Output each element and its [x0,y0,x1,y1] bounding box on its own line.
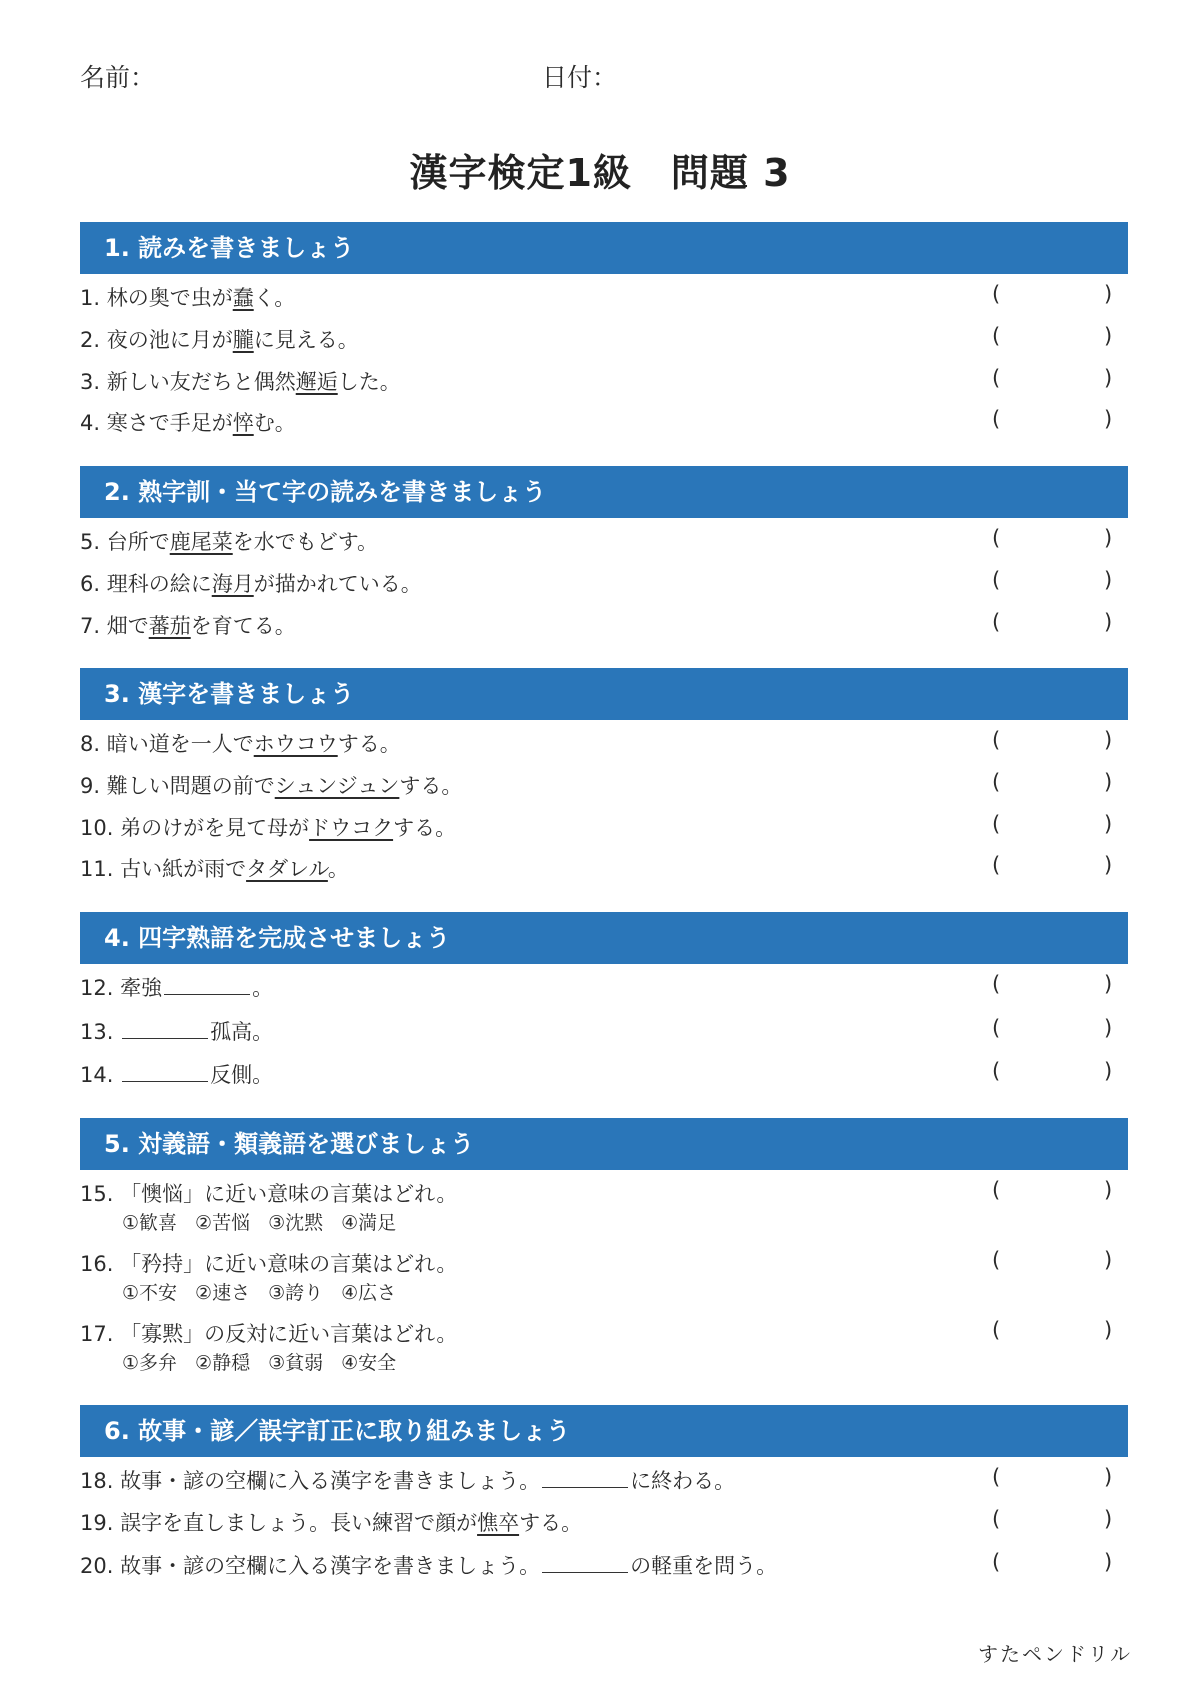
question-text [80,1248,457,1278]
question-text [80,282,295,312]
choice-option[interactable]: ④安全 [341,1352,397,1374]
answer-box-open[interactable]: ( [992,610,1001,634]
question-text [80,1318,457,1348]
question-text [80,770,462,800]
choice-option[interactable]: ③貧弱 [268,1352,324,1374]
question-suffix: む。 [253,411,296,435]
question-text [80,1178,457,1208]
answer-choices [122,1348,414,1375]
section-heading: 6. 故事・諺／誤字訂正に取り組みましょう [80,1405,1128,1457]
question-suffix: を水でもどす。 [232,530,379,554]
question-number: 7. [80,614,107,638]
answer-box-close[interactable]: ) [1104,853,1113,877]
question-text [80,1059,273,1089]
choice-option[interactable]: ③誇り [268,1282,324,1304]
name-label: 名前： [80,63,156,92]
underlined-target: 朧 [232,328,254,352]
question-number: 15. [80,1182,121,1206]
answer-box-close[interactable]: ) [1104,1059,1113,1083]
underlined-target: タダレル [246,857,328,881]
fill-blank[interactable] [122,1037,208,1039]
question-prefix: 牽強 [120,976,163,1000]
question-suffix: 。 [327,857,349,881]
section-2 [80,466,1128,638]
underlined-target: ホウコウ [253,732,338,756]
question-text [80,366,401,396]
question-prefix: 台所で [106,530,170,554]
question-number: 13. [80,1020,121,1044]
question-suffix: を育てる。 [190,614,296,638]
question-number: 19. [80,1511,121,1535]
question-text [80,407,296,437]
answer-box-close[interactable]: ) [1104,1507,1113,1531]
date-label: 日付： [542,63,618,92]
section-heading: 2. 熟字訓・当て字の読みを書きましょう [80,466,1128,518]
question-number: 6. [80,572,107,596]
fill-blank[interactable] [542,1486,628,1488]
choice-option[interactable]: ①多弁 [122,1352,178,1374]
answer-box-open[interactable]: ( [992,1248,1001,1272]
underlined-target: 鹿尾菜 [169,530,233,554]
answer-box-close[interactable]: ) [1104,770,1113,794]
answer-box-close[interactable]: ) [1104,407,1113,431]
question-prefix: 新しい友だちと偶然 [106,370,296,394]
question-text [80,526,378,556]
underlined-target: 悴 [232,411,254,435]
answer-box-open[interactable]: ( [992,324,1001,348]
underlined-target: 海月 [211,572,254,596]
question-number: 3. [80,370,107,394]
question-text [80,1016,273,1046]
question-suffix: に終わる。 [630,1469,736,1493]
publisher-credit: すたペンドリル [978,1642,1132,1666]
question-prefix: 畑で [106,614,149,638]
answer-box-close[interactable]: ) [1104,1318,1113,1342]
question-text [80,610,296,640]
question-prefix: 林の奥で虫が [106,286,233,310]
question-prefix: 故事・諺の空欄に入る漢字を書きましょう。 [120,1554,541,1578]
answer-box-close[interactable]: ) [1104,610,1113,634]
question-prefix: 暗い道を一人で [106,732,254,756]
question-text [80,972,273,1002]
choice-option[interactable]: ④広さ [341,1282,397,1304]
answer-box-open[interactable]: ( [992,972,1001,996]
question-suffix: 反側。 [210,1063,274,1087]
answer-box-close[interactable]: ) [1104,972,1113,996]
choice-option[interactable]: ③沈黙 [268,1212,324,1234]
question-prefix: 「矜持」に近い意味の言葉はどれ。 [120,1252,458,1276]
question-suffix: く。 [253,286,296,310]
question-text [80,1550,777,1580]
answer-box-open[interactable]: ( [992,1507,1001,1531]
answer-box-open[interactable]: ( [992,1550,1001,1574]
answer-box-open[interactable]: ( [992,282,1001,306]
answer-box-open[interactable]: ( [992,1059,1001,1083]
section-5 [80,1118,1128,1374]
underlined-target: 邂逅 [295,370,338,394]
answer-box-open[interactable]: ( [992,1318,1001,1342]
section-heading: 4. 四字熟語を完成させましょう [80,912,1128,964]
section-3 [80,668,1128,881]
question-prefix: 誤字を直しましょう。長い練習で顔が [120,1511,478,1535]
question-number: 12. [80,976,121,1000]
answer-box-open[interactable]: ( [992,1016,1001,1040]
section-6 [80,1405,1128,1578]
page-title: 漢字検定1級 問題 3 [409,151,791,195]
answer-box-close[interactable]: ) [1104,1016,1113,1040]
choice-option[interactable]: ②速さ [195,1282,251,1304]
question-prefix: 古い紙が雨で [120,857,247,881]
question-text [80,324,359,354]
choice-option[interactable]: ②静穏 [195,1352,251,1374]
answer-box-close[interactable]: ) [1104,1178,1113,1202]
answer-choices [122,1278,414,1305]
question-suffix: する。 [337,732,401,756]
question-suffix: に見える。 [253,328,359,352]
answer-box-open[interactable]: ( [992,568,1001,592]
question-suffix: 。 [252,976,274,1000]
answer-box-close[interactable]: ) [1104,526,1113,550]
answer-box-open[interactable]: ( [992,366,1001,390]
answer-box-open[interactable]: ( [992,728,1001,752]
question-text [80,728,401,758]
question-number: 1. [80,286,107,310]
question-prefix: 寒さで手足が [106,411,233,435]
answer-box-open[interactable]: ( [992,1178,1001,1202]
underlined-target: シュンジュン [274,774,400,798]
question-suffix: した。 [337,370,401,394]
fill-blank[interactable] [164,993,250,995]
question-prefix: 「懊悩」に近い意味の言葉はどれ。 [120,1182,458,1206]
question-prefix: 故事・諺の空欄に入る漢字を書きましょう。 [120,1469,541,1493]
answer-box-close[interactable]: ) [1104,282,1113,306]
choice-option[interactable]: ①不安 [122,1282,178,1304]
section-heading: 1. 読みを書きましょう [80,222,1128,274]
underlined-target: 蕃茄 [148,614,191,638]
section-1 [80,222,1128,435]
question-text [80,1507,582,1537]
section-4 [80,912,1128,1087]
answer-box-close[interactable]: ) [1104,366,1113,390]
question-number: 16. [80,1252,121,1276]
question-number: 11. [80,857,121,881]
answer-box-close[interactable]: ) [1104,812,1113,836]
question-suffix: する。 [393,816,457,840]
question-suffix: が描かれている。 [253,572,422,596]
worksheet-header [80,58,618,94]
answer-box-close[interactable]: ) [1104,1465,1113,1489]
question-number: 2. [80,328,107,352]
question-prefix: 難しい問題の前で [106,774,275,798]
question-text [80,1465,735,1495]
answer-box-open[interactable]: ( [992,853,1001,877]
answer-box-open[interactable]: ( [992,1465,1001,1489]
answer-box-close[interactable]: ) [1104,324,1113,348]
question-number: 14. [80,1063,121,1087]
question-suffix: 孤高。 [210,1020,274,1044]
question-text [80,812,456,842]
answer-choices [122,1208,414,1235]
answer-box-close[interactable]: ) [1104,1550,1113,1574]
answer-box-close[interactable]: ) [1104,728,1113,752]
choice-option[interactable]: ①歓喜 [122,1212,178,1234]
underlined-target: ドウコク [309,816,394,840]
question-text [80,568,422,598]
question-number: 5. [80,530,107,554]
question-number: 9. [80,774,107,798]
question-number: 8. [80,732,107,756]
question-prefix: 理科の絵に [106,572,212,596]
question-suffix: する。 [519,1511,583,1535]
question-number: 4. [80,411,107,435]
choice-option[interactable]: ②苦悩 [195,1212,251,1234]
answer-box-close[interactable]: ) [1104,1248,1113,1272]
question-prefix: 弟のけがを見て母が [120,816,310,840]
answer-box-open[interactable]: ( [992,770,1001,794]
choice-option[interactable]: ④満足 [341,1212,397,1234]
fill-blank[interactable] [542,1571,628,1573]
section-heading: 3. 漢字を書きましょう [80,668,1128,720]
question-number: 17. [80,1322,121,1346]
question-suffix: の軽重を問う。 [630,1554,778,1578]
question-prefix: 「寡黙」の反対に近い言葉はどれ。 [120,1322,458,1346]
answer-box-open[interactable]: ( [992,407,1001,431]
section-heading: 5. 対義語・類義語を選びましょう [80,1118,1128,1170]
answer-box-close[interactable]: ) [1104,568,1113,592]
question-suffix: する。 [399,774,463,798]
fill-blank[interactable] [122,1080,208,1082]
underlined-target: 蠢 [232,286,254,310]
question-number: 20. [80,1554,121,1578]
answer-box-open[interactable]: ( [992,526,1001,550]
question-number: 18. [80,1469,121,1493]
underlined-target: 憔卒 [477,1511,520,1535]
question-text [80,853,349,883]
question-number: 10. [80,816,121,840]
answer-box-open[interactable]: ( [992,812,1001,836]
question-prefix: 夜の池に月が [106,328,233,352]
